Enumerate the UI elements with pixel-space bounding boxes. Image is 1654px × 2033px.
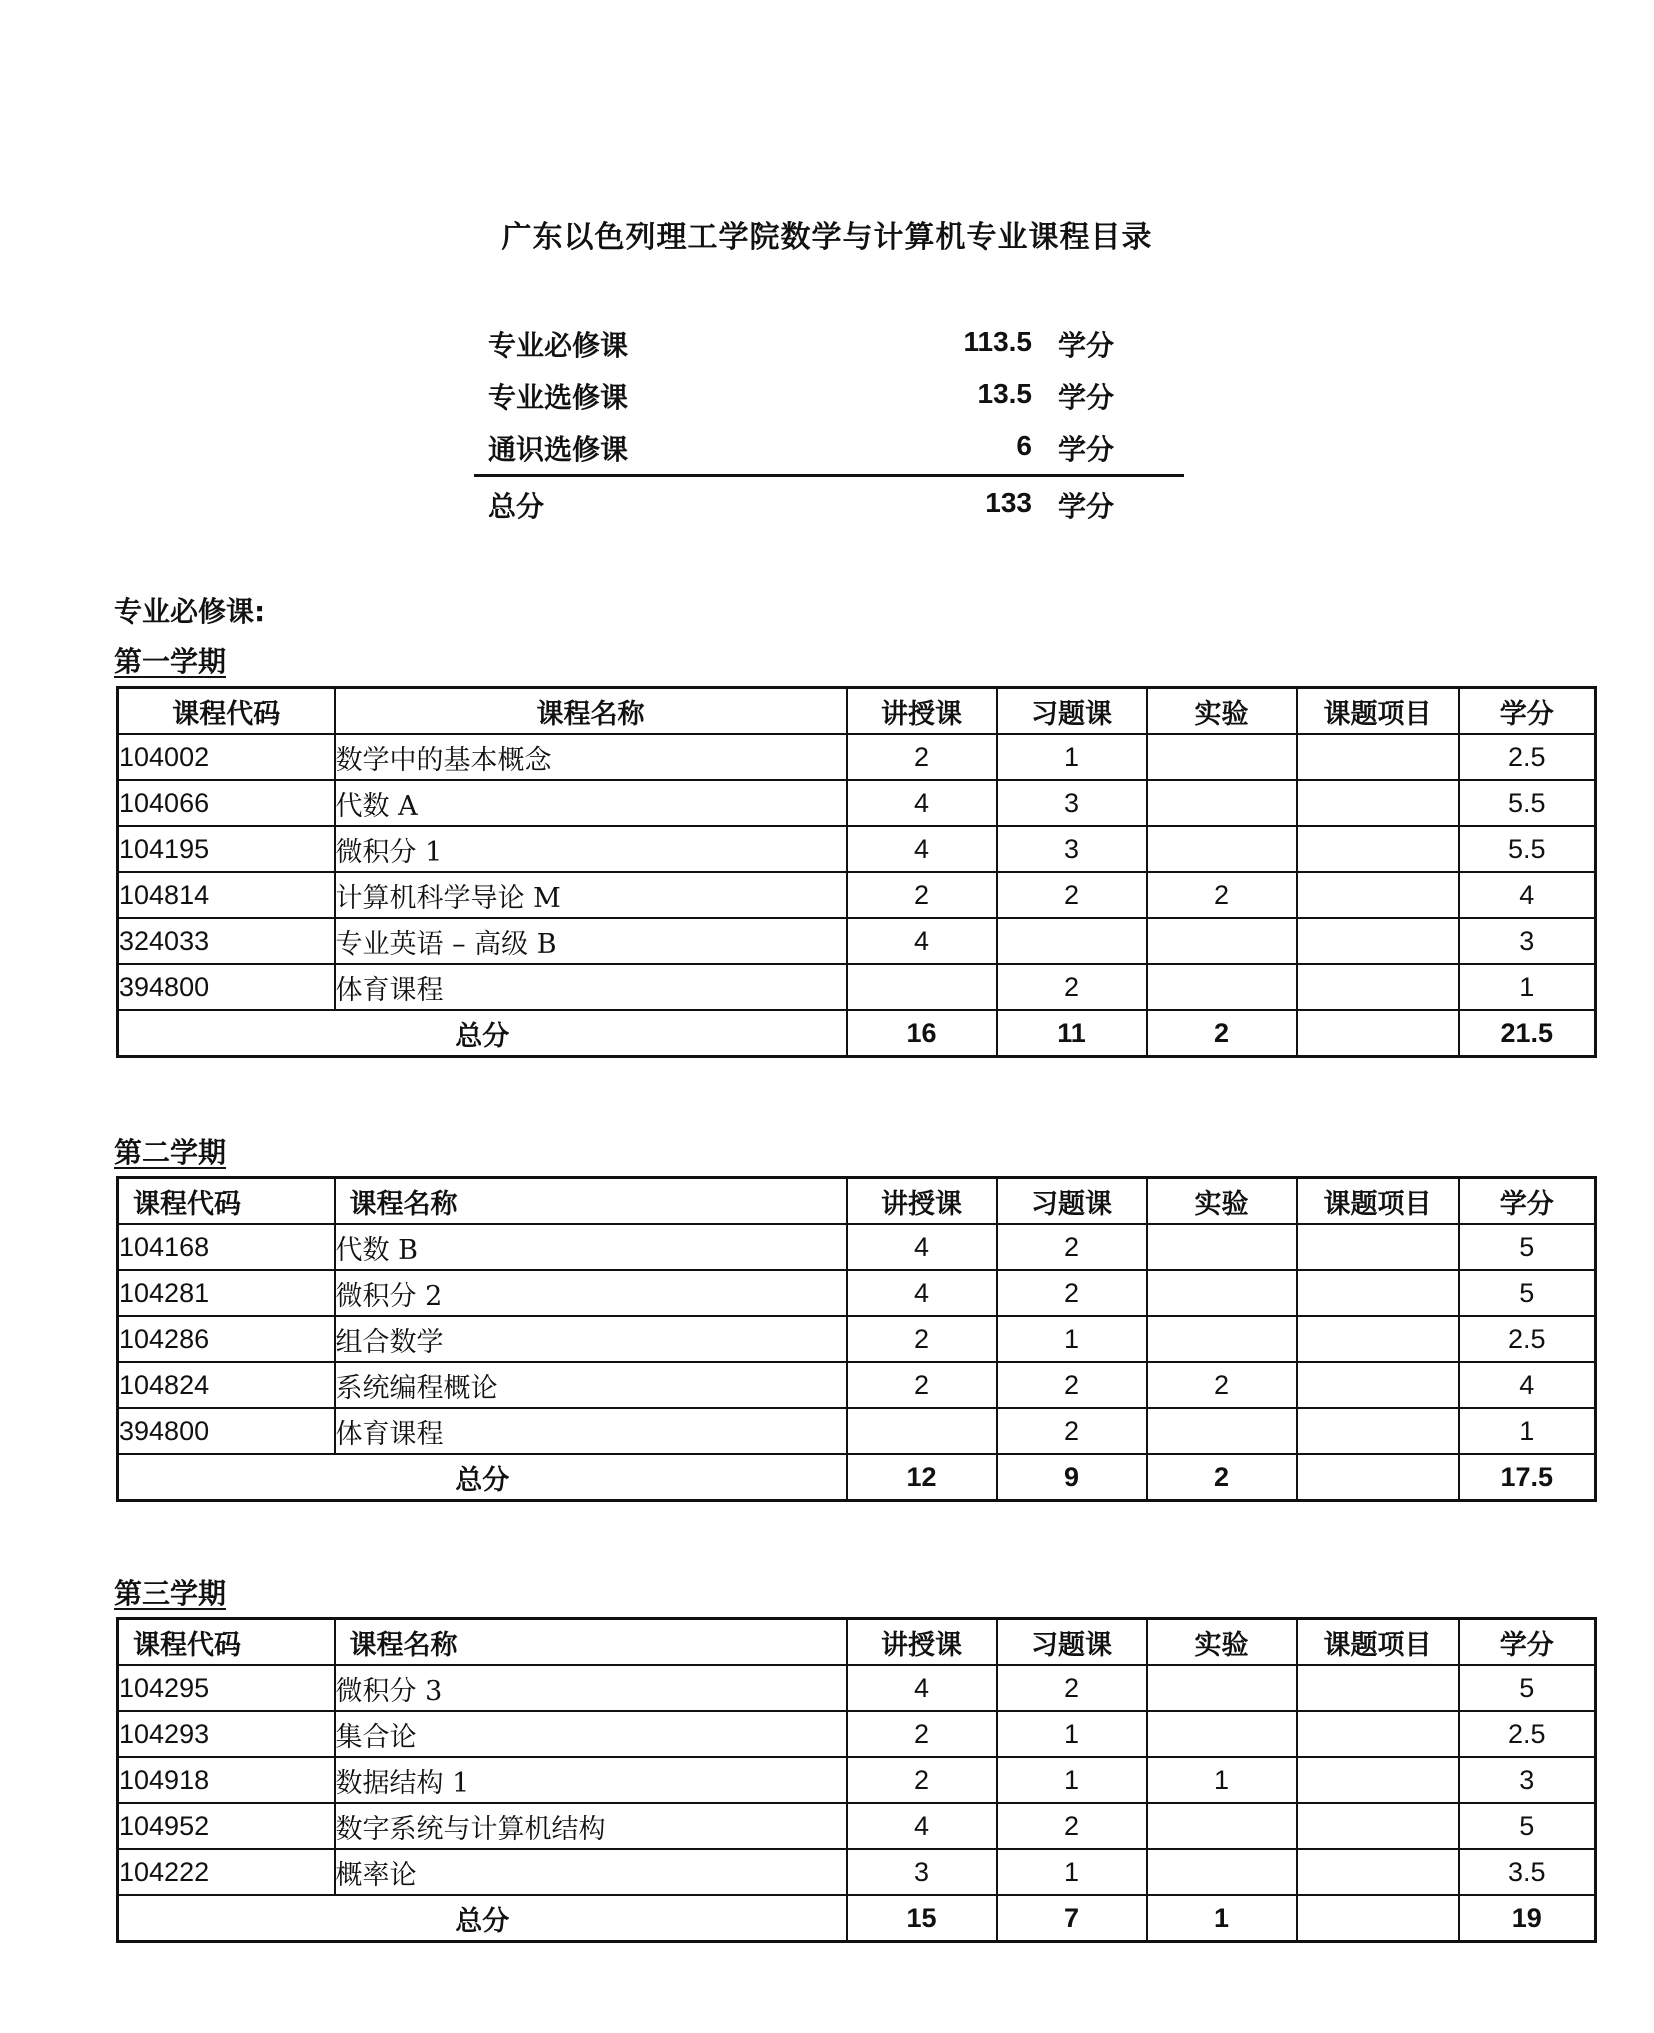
term-title-3: 第三学期 <box>114 1577 227 1610</box>
cell-exercise: 2 <box>997 1665 1147 1711</box>
course-name: 组合数学 <box>335 1316 847 1362</box>
summary-value: 113.5 <box>963 326 1032 357</box>
cell-lecture: 2 <box>847 1757 997 1803</box>
header-lab: 实验 <box>1147 1619 1297 1666</box>
header-credits: 学分 <box>1459 1619 1596 1666</box>
table-row <box>118 1408 1596 1454</box>
table-row <box>118 780 1596 826</box>
cell-lecture: 4 <box>847 1270 997 1316</box>
course-code: 104195 <box>118 826 335 872</box>
cell-project <box>1297 872 1459 918</box>
cell-credits: 4 <box>1459 1362 1596 1408</box>
total-project <box>1297 1454 1459 1501</box>
header-lecture: 讲授课 <box>847 688 997 735</box>
course-name: 代数 A <box>335 780 847 826</box>
cell-lab <box>1147 1803 1297 1849</box>
course-code: 104002 <box>118 734 335 780</box>
cell-exercise: 2 <box>997 1270 1147 1316</box>
cell-credits: 2.5 <box>1459 734 1596 780</box>
summary-row-major-elective <box>474 370 1184 422</box>
header-exercise: 习题课 <box>997 1178 1147 1225</box>
table-row <box>118 1849 1596 1895</box>
table-row <box>118 1803 1596 1849</box>
cell-lab <box>1147 1711 1297 1757</box>
header-exercise: 习题课 <box>997 1619 1147 1666</box>
cell-lab <box>1147 1224 1297 1270</box>
cell-lab <box>1147 964 1297 1010</box>
total-lecture: 12 <box>847 1454 997 1501</box>
summary-row-general-elective <box>474 422 1184 474</box>
cell-exercise: 2 <box>997 1224 1147 1270</box>
summary-unit: 学分 <box>1058 490 1115 523</box>
course-name: 数字系统与计算机结构 <box>335 1803 847 1849</box>
total-credits: 17.5 <box>1459 1454 1596 1501</box>
cell-project <box>1297 1757 1459 1803</box>
course-name: 概率论 <box>335 1849 847 1895</box>
total-label: 总分 <box>118 1895 847 1942</box>
cell-project <box>1297 1849 1459 1895</box>
total-exercise: 11 <box>997 1010 1147 1057</box>
course-code: 104286 <box>118 1316 335 1362</box>
total-lab: 2 <box>1147 1010 1297 1057</box>
cell-project <box>1297 1408 1459 1454</box>
course-name: 微积分 3 <box>335 1665 847 1711</box>
course-name: 系统编程概论 <box>335 1362 847 1408</box>
cell-credits: 3.5 <box>1459 1849 1596 1895</box>
total-project <box>1297 1895 1459 1942</box>
header-course-code: 课程代码 <box>118 1178 335 1225</box>
cell-lab <box>1147 1849 1297 1895</box>
cell-lecture: 4 <box>847 826 997 872</box>
course-table-term-2 <box>116 1176 1597 1502</box>
cell-exercise: 1 <box>997 1711 1147 1757</box>
cell-lecture <box>847 964 997 1010</box>
cell-lecture <box>847 1408 997 1454</box>
course-name: 微积分 2 <box>335 1270 847 1316</box>
header-course-code: 课程代码 <box>118 1619 335 1666</box>
cell-project <box>1297 1316 1459 1362</box>
table-row <box>118 1711 1596 1757</box>
course-name: 数据结构 1 <box>335 1757 847 1803</box>
header-course-name: 课程名称 <box>335 688 847 735</box>
cell-lab: 1 <box>1147 1757 1297 1803</box>
cell-exercise: 1 <box>997 1316 1147 1362</box>
cell-project <box>1297 918 1459 964</box>
table-row <box>118 918 1596 964</box>
cell-lecture: 4 <box>847 1803 997 1849</box>
table-row <box>118 1224 1596 1270</box>
cell-credits: 3 <box>1459 1757 1596 1803</box>
course-name: 数学中的基本概念 <box>335 734 847 780</box>
cell-lab <box>1147 1316 1297 1362</box>
cell-exercise: 1 <box>997 1849 1147 1895</box>
cell-exercise: 1 <box>997 1757 1147 1803</box>
cell-credits: 1 <box>1459 1408 1596 1454</box>
table-row <box>118 826 1596 872</box>
cell-exercise: 2 <box>997 1408 1147 1454</box>
table-row <box>118 1316 1596 1362</box>
cell-exercise: 2 <box>997 1803 1147 1849</box>
cell-lecture: 4 <box>847 1665 997 1711</box>
cell-lab <box>1147 780 1297 826</box>
header-project: 课题项目 <box>1297 1178 1459 1225</box>
header-lab: 实验 <box>1147 1178 1297 1225</box>
section-heading: 专业必修课: <box>114 595 266 628</box>
table-header-row <box>118 1178 1596 1225</box>
cell-credits: 2.5 <box>1459 1316 1596 1362</box>
table-total-row <box>118 1454 1596 1501</box>
header-lecture: 讲授课 <box>847 1619 997 1666</box>
total-lab: 2 <box>1147 1454 1297 1501</box>
course-name: 体育课程 <box>335 1408 847 1454</box>
summary-divider <box>474 474 1184 477</box>
cell-project <box>1297 1711 1459 1757</box>
table-total-row <box>118 1895 1596 1942</box>
course-name: 微积分 1 <box>335 826 847 872</box>
header-lab: 实验 <box>1147 688 1297 735</box>
cell-project <box>1297 1224 1459 1270</box>
summary-label: 专业必修课 <box>488 329 629 362</box>
table-row <box>118 1757 1596 1803</box>
term-title-1: 第一学期 <box>114 645 227 678</box>
summary-label: 总分 <box>488 490 545 523</box>
header-lecture: 讲授课 <box>847 1178 997 1225</box>
course-table-term-1 <box>116 686 1597 1058</box>
cell-lab <box>1147 1665 1297 1711</box>
cell-lecture: 4 <box>847 918 997 964</box>
cell-project <box>1297 1665 1459 1711</box>
cell-lecture: 2 <box>847 734 997 780</box>
course-code: 104293 <box>118 1711 335 1757</box>
cell-project <box>1297 1270 1459 1316</box>
course-code: 324033 <box>118 918 335 964</box>
course-name: 集合论 <box>335 1711 847 1757</box>
cell-lab: 2 <box>1147 1362 1297 1408</box>
cell-lab <box>1147 1408 1297 1454</box>
total-label: 总分 <box>118 1454 847 1501</box>
cell-lab <box>1147 734 1297 780</box>
cell-exercise <box>997 918 1147 964</box>
course-code: 104295 <box>118 1665 335 1711</box>
table-row <box>118 734 1596 780</box>
cell-credits: 5.5 <box>1459 826 1596 872</box>
total-credits: 21.5 <box>1459 1010 1596 1057</box>
summary-row-total <box>474 479 1184 531</box>
cell-project <box>1297 1803 1459 1849</box>
cell-project <box>1297 734 1459 780</box>
cell-lab <box>1147 918 1297 964</box>
total-lecture: 15 <box>847 1895 997 1942</box>
cell-exercise: 2 <box>997 872 1147 918</box>
cell-credits: 5 <box>1459 1803 1596 1849</box>
summary-label: 通识选修课 <box>488 433 629 466</box>
cell-credits: 2.5 <box>1459 1711 1596 1757</box>
cell-lecture: 3 <box>847 1849 997 1895</box>
table-row <box>118 1665 1596 1711</box>
cell-exercise: 3 <box>997 780 1147 826</box>
course-code: 394800 <box>118 964 335 1010</box>
header-course-code: 课程代码 <box>118 688 335 735</box>
cell-lab: 2 <box>1147 872 1297 918</box>
table-row <box>118 1270 1596 1316</box>
header-course-name: 课程名称 <box>335 1178 847 1225</box>
course-code: 104222 <box>118 1849 335 1895</box>
page-title: 广东以色列理工学院数学与计算机专业课程目录 <box>501 220 1153 255</box>
course-code: 104281 <box>118 1270 335 1316</box>
table-row <box>118 964 1596 1010</box>
total-lab: 1 <box>1147 1895 1297 1942</box>
cell-lecture: 2 <box>847 1711 997 1757</box>
table-row <box>118 872 1596 918</box>
course-code: 104918 <box>118 1757 335 1803</box>
cell-lab <box>1147 826 1297 872</box>
summary-row-required <box>474 318 1184 370</box>
cell-lecture: 2 <box>847 1316 997 1362</box>
header-project: 课题项目 <box>1297 688 1459 735</box>
course-name: 计算机科学导论 M <box>335 872 847 918</box>
total-exercise: 9 <box>997 1454 1147 1501</box>
term-title-2: 第二学期 <box>114 1136 227 1169</box>
cell-credits: 5 <box>1459 1665 1596 1711</box>
cell-lab <box>1147 1270 1297 1316</box>
summary-value: 6 <box>1016 430 1032 461</box>
total-exercise: 7 <box>997 1895 1147 1942</box>
cell-credits: 1 <box>1459 964 1596 1010</box>
summary-value: 13.5 <box>977 378 1032 409</box>
course-name: 体育课程 <box>335 964 847 1010</box>
cell-credits: 4 <box>1459 872 1596 918</box>
table-row <box>118 1362 1596 1408</box>
summary-unit: 学分 <box>1058 381 1115 414</box>
credit-summary <box>474 318 1184 531</box>
cell-credits: 5.5 <box>1459 780 1596 826</box>
course-name: 专业英语 – 高级 B <box>335 918 847 964</box>
table-header-row <box>118 1619 1596 1666</box>
course-code: 104824 <box>118 1362 335 1408</box>
course-code: 104952 <box>118 1803 335 1849</box>
table-total-row <box>118 1010 1596 1057</box>
cell-project <box>1297 780 1459 826</box>
header-exercise: 习题课 <box>997 688 1147 735</box>
cell-exercise: 2 <box>997 1362 1147 1408</box>
summary-unit: 学分 <box>1058 329 1115 362</box>
table-header-row <box>118 688 1596 735</box>
header-project: 课题项目 <box>1297 1619 1459 1666</box>
cell-credits: 5 <box>1459 1270 1596 1316</box>
cell-credits: 3 <box>1459 918 1596 964</box>
cell-exercise: 1 <box>997 734 1147 780</box>
cell-lecture: 2 <box>847 1362 997 1408</box>
summary-label: 专业选修课 <box>488 381 629 414</box>
total-credits: 19 <box>1459 1895 1596 1942</box>
cell-project <box>1297 826 1459 872</box>
cell-lecture: 2 <box>847 872 997 918</box>
cell-lecture: 4 <box>847 780 997 826</box>
summary-unit: 学分 <box>1058 433 1115 466</box>
course-code: 104066 <box>118 780 335 826</box>
cell-project <box>1297 1362 1459 1408</box>
cell-lecture: 4 <box>847 1224 997 1270</box>
cell-project <box>1297 964 1459 1010</box>
summary-value: 133 <box>985 487 1032 518</box>
course-table-term-3 <box>116 1617 1597 1943</box>
course-name: 代数 B <box>335 1224 847 1270</box>
total-label: 总分 <box>118 1010 847 1057</box>
total-project <box>1297 1010 1459 1057</box>
header-course-name: 课程名称 <box>335 1619 847 1666</box>
header-credits: 学分 <box>1459 1178 1596 1225</box>
cell-exercise: 2 <box>997 964 1147 1010</box>
header-credits: 学分 <box>1459 688 1596 735</box>
course-code: 394800 <box>118 1408 335 1454</box>
cell-exercise: 3 <box>997 826 1147 872</box>
course-code: 104168 <box>118 1224 335 1270</box>
cell-credits: 5 <box>1459 1224 1596 1270</box>
total-lecture: 16 <box>847 1010 997 1057</box>
course-code: 104814 <box>118 872 335 918</box>
